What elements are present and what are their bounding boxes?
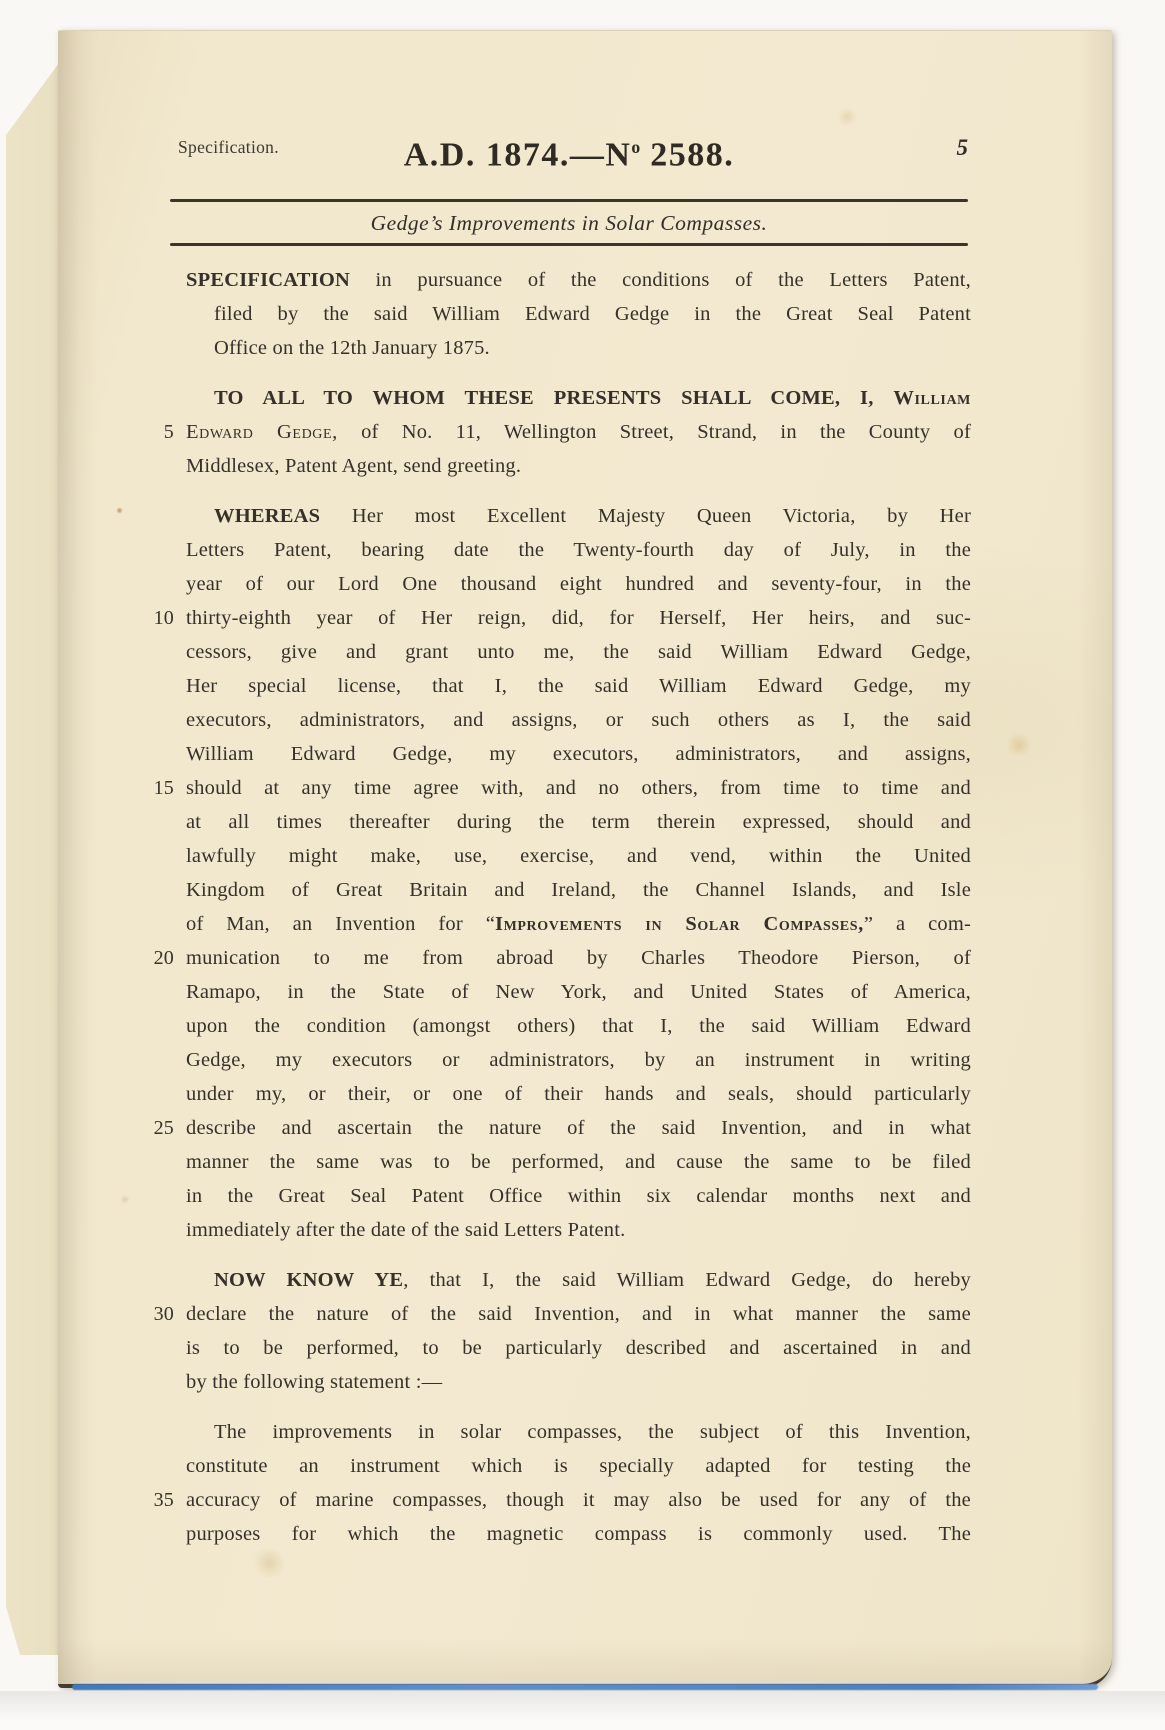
paragraph (133, 263, 971, 365)
text-line (133, 331, 971, 365)
text-line (133, 805, 971, 839)
line-number (133, 1213, 186, 1247)
text-line (133, 263, 971, 297)
text-line (133, 449, 971, 483)
line-number (133, 1365, 186, 1399)
line-number (133, 1179, 186, 1213)
text-line (133, 1111, 971, 1145)
line-text: Her special license, that I, the said William Edward Gedge, my (186, 675, 971, 697)
line-number (133, 737, 186, 771)
line-text: Letters Patent, bearing date the Twenty-fourth day of July, in the (186, 539, 971, 561)
line-text: lawfully might make, use, exercise, and vend, within the United (186, 845, 971, 867)
paragraph (133, 499, 971, 1247)
line-number (133, 805, 186, 839)
line-number: 35 (153, 1489, 174, 1511)
line-text: Edward Gedge, of No. 11, Wellington Street, Strand, in the County of (186, 421, 971, 443)
line-number (133, 1449, 186, 1483)
line-text: NOW KNOW YE, that I, the said William Edward Gedge, do hereby (214, 1269, 971, 1291)
text-line (133, 1145, 971, 1179)
text-line (133, 975, 971, 1009)
line-number (133, 1009, 186, 1043)
text-line (133, 533, 971, 567)
line-text: munication to me from abroad by Charles Theodore Pierson, of (186, 947, 971, 969)
line-text: executors, administrators, and assigns, or such others as I, the said (186, 709, 971, 731)
line-number: 30 (153, 1303, 174, 1325)
line-number: 25 (153, 1117, 174, 1139)
line-text: declare the nature of the said Invention, and in what manner the same (186, 1303, 971, 1325)
line-number (133, 1043, 186, 1077)
line-text: SPECIFICATION in pursuance of the conditions of the Letters Patent, (186, 269, 971, 291)
line-text: constitute an instrument which is specially adapted for testing the (186, 1455, 971, 1477)
running-title: Gedge’s Improvements in Solar Compasses. (370, 211, 768, 235)
text-line (133, 381, 971, 415)
text-line (133, 1043, 971, 1077)
line-text: TO ALL TO WHOM THESE PRESENTS SHALL COME, I, William (214, 387, 971, 409)
page-title (170, 127, 968, 175)
line-text: cessors, give and grant unto me, the said William Edward Gedge, (186, 641, 971, 663)
text-line (133, 907, 971, 941)
line-text: accuracy of marine compasses, though it may also be used for any of the (186, 1489, 971, 1511)
line-number (133, 1263, 186, 1297)
line-text: WHEREAS Her most Excellent Majesty Queen Victoria, by Her (214, 505, 971, 527)
line-number (133, 703, 186, 737)
line-text: under my, or their, or one of their hands and seals, should particularly (186, 1083, 971, 1105)
text-line (133, 1365, 971, 1399)
line-number (133, 381, 186, 415)
text-line (133, 415, 971, 449)
line-text: at all times thereafter during the term therein expressed, should and (186, 811, 971, 833)
line-text: is to be performed, to be particularly described and ascertained in and (186, 1337, 971, 1359)
title-suffix: 2588. (640, 136, 735, 174)
line-text: upon the condition (amongst others) that I, the said William Edward (186, 1015, 971, 1037)
line-text: describe and ascertain the nature of the said Invention, and in what (186, 1117, 971, 1139)
text-line (133, 941, 971, 975)
paragraph (133, 1415, 971, 1551)
line-number (133, 567, 186, 601)
title-prefix: A.D. 1874.—N (403, 136, 632, 174)
line-number: 5 (163, 421, 174, 443)
line-text: William Edward Gedge, my executors, administrators, and assigns, (186, 743, 971, 765)
document-body (133, 263, 971, 1567)
header-rule-bottom (170, 243, 968, 246)
text-line (133, 703, 971, 737)
text-line (133, 839, 971, 873)
line-number: 20 (153, 947, 174, 969)
text-line (133, 1179, 971, 1213)
text-line (133, 1449, 971, 1483)
text-line (133, 1483, 971, 1517)
paragraph (133, 1263, 971, 1399)
margin-note-specification: Specification. (178, 137, 279, 157)
text-line (133, 1213, 971, 1247)
line-number (133, 873, 186, 907)
line-number (133, 331, 186, 365)
line-number: 15 (153, 777, 174, 799)
line-text: purposes for which the magnetic compass is commonly used. The (186, 1523, 971, 1545)
text-line (133, 669, 971, 703)
line-text: Kingdom of Great Britain and Ireland, the Channel Islands, and Isle (186, 879, 971, 901)
scan-background-bottom (0, 1691, 1165, 1730)
line-number (133, 839, 186, 873)
line-number (133, 1415, 186, 1449)
text-line (133, 499, 971, 533)
text-line (133, 737, 971, 771)
title-ordinal-sup: o (631, 137, 641, 157)
line-text: Middlesex, Patent Agent, send greeting. (186, 455, 522, 477)
line-number (133, 449, 186, 483)
page-number: 5 (956, 135, 968, 160)
text-line (133, 1077, 971, 1111)
text-line (133, 601, 971, 635)
text-line (133, 1517, 971, 1551)
line-number (133, 669, 186, 703)
line-number (133, 1517, 186, 1551)
text-line (133, 297, 971, 331)
line-number (133, 1077, 186, 1111)
line-number (133, 635, 186, 669)
text-line (133, 771, 971, 805)
line-text: of Man, an Invention for “Improvements in Solar Compasses,” a com- (186, 913, 971, 935)
text-line (133, 635, 971, 669)
line-number: 10 (153, 607, 174, 629)
line-text: immediately after the date of the said Letters Patent. (186, 1219, 626, 1241)
line-number (133, 975, 186, 1009)
text-line (133, 1263, 971, 1297)
header-rule-top (170, 199, 968, 202)
line-text: should at any time agree with, and no others, from time to time and (186, 777, 971, 799)
text-line (133, 873, 971, 907)
line-number (133, 907, 186, 941)
line-text: The improvements in solar compasses, the subject of this Invention, (214, 1421, 971, 1443)
line-number (133, 533, 186, 567)
document-page (58, 30, 1112, 1688)
text-line (133, 1331, 971, 1365)
line-number (133, 297, 186, 331)
line-text: Office on the 12th January 1875. (214, 337, 490, 359)
line-number (133, 1145, 186, 1179)
line-number (133, 1331, 186, 1365)
line-text: Ramapo, in the State of New York, and United States of America, (186, 981, 971, 1003)
page-bottom-blue-edge (72, 1684, 1098, 1690)
line-number (133, 263, 186, 297)
paragraph (133, 381, 971, 483)
line-text: year of our Lord One thousand eight hundred and seventy-four, in the (186, 573, 971, 595)
text-line (133, 1009, 971, 1043)
line-text: manner the same was to be performed, and cause the same to be filed (186, 1151, 971, 1173)
text-line (133, 567, 971, 601)
line-text: in the Great Seal Patent Office within six calendar months next and (186, 1185, 971, 1207)
line-text: Gedge, my executors or administrators, by an instrument in writing (186, 1049, 971, 1071)
line-text: by the following statement :— (186, 1371, 443, 1393)
line-text: thirty-eighth year of Her reign, did, for Herself, Her heirs, and suc- (186, 607, 971, 629)
line-text: filed by the said William Edward Gedge in the Great Seal Patent (214, 303, 971, 325)
line-number (133, 499, 186, 533)
text-line (133, 1415, 971, 1449)
text-line (133, 1297, 971, 1331)
